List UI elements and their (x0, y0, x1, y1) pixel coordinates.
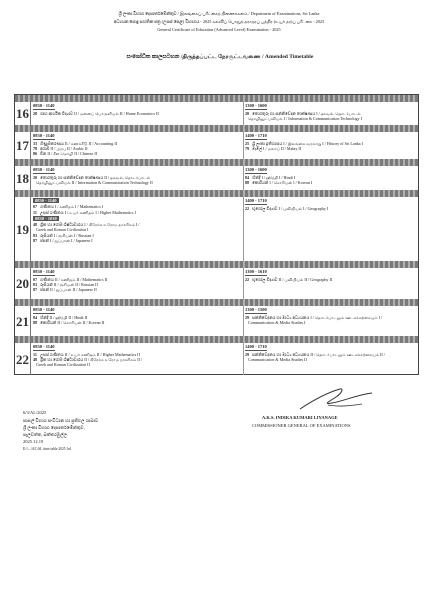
subject-name: ජපන් II / ஜப்பான் II / Japanese II (40, 287, 97, 293)
row-separator-band (15, 261, 418, 268)
reference-number: 6/3/AL/2025 (23, 410, 47, 415)
subject-line (245, 206, 328, 211)
subject-code: 48 (33, 357, 38, 363)
afternoon-session (245, 269, 332, 282)
subject-name: රුසියන් II / ரூசியன் II / Russian II (40, 282, 98, 288)
footer-date: 2025.12.19 (23, 439, 44, 444)
subject-line (245, 277, 332, 282)
subject-name: උසස් ගණිතය I / உயர் கணிதம் I / Higher Mathematics I (39, 209, 136, 215)
subject-name: චීන II / சீன மொழி II / Chinese II (40, 151, 98, 157)
morning-session (33, 103, 159, 116)
session-divider (243, 343, 244, 375)
subject-code: 83 (33, 282, 38, 288)
session-time: 1400 - 1710 (245, 133, 267, 138)
subject-name: தொழினுட்பவியல் I / Information & Communication Technology I (248, 116, 362, 122)
subject-line (245, 320, 382, 325)
subject-name: Greek and Roman Civilization II (36, 362, 90, 368)
subject-name: සන්නිවේදනය හා මාධ්‍ය අධ්‍යයනය II / தொடர்பாடலும் ஊடகக்கற்கையும் II / (252, 351, 385, 357)
subject-name: Communication & Media Studies I (248, 320, 306, 326)
session-divider (243, 132, 244, 159)
day-number: 18 (16, 170, 29, 186)
timetable-row (15, 261, 418, 299)
session-time: 0830 - 1140 (35, 198, 57, 203)
afternoon-session (245, 344, 385, 362)
header-line-exam-local: අධ්‍යයන පොදු සහතික පත්‍ර (උසස් පෙළ) විභාගය - 2025 கல்விப் பொதுத் தராதரப் பத்திர (உயர் தர)ப் பரீட்சை - 2025 (113, 19, 325, 24)
row-separator-band (15, 190, 418, 197)
subject-line (33, 320, 104, 325)
subject-code: 83 (33, 232, 38, 238)
session-divider (243, 268, 244, 299)
subject-line (245, 357, 385, 362)
timetable-row (15, 336, 418, 375)
session-time: 1400 - 1710 (245, 344, 267, 349)
day-number: 17 (16, 138, 29, 153)
session-divider (243, 306, 244, 336)
session-time: 1300 - 1600 (245, 103, 267, 108)
subject-code: 88 (245, 180, 250, 186)
day-column-divider (30, 197, 31, 261)
footer-file-path: E:\\...\AL\AL time table 2025 .hd (23, 447, 71, 451)
day-number: 21 (16, 313, 29, 329)
subject-name: සන්නිවේදනය හා මාධ්‍ය අධ්‍යයනය I / தொடர்பாடலும் ஊடகக்கற்கையும் I / (252, 314, 383, 320)
subject-code: 48 (33, 222, 38, 228)
subject-code: 88 (33, 320, 38, 326)
subject-code: 07 (33, 204, 38, 210)
subject-name: ශ්‍රී ලංකා ඉතිහාසය I / இலங்கை வரலாறு I / History of Sri Lanka I (252, 140, 364, 146)
morning-session (33, 269, 107, 293)
subject-name: කොරියන් II / கொரியன் II / Korean II (40, 320, 105, 326)
timetable-row (15, 125, 418, 159)
subject-name: කොරියන් I / கொரியன் I / Korean I (252, 180, 313, 186)
row-separator-band (15, 336, 418, 343)
timetable (14, 94, 419, 375)
day-column-divider (30, 268, 31, 299)
subject-line (33, 210, 139, 215)
session-divider (243, 166, 244, 190)
subject-line (33, 151, 117, 156)
subject-line (245, 146, 363, 151)
day-column-divider (30, 306, 31, 336)
subject-name: උසස් ගණිතය II / உயர் கணிதம் II / Higher Mathematics II (39, 351, 140, 357)
day-column-divider (30, 102, 31, 125)
footer-address-3: පැලවත්ත, බත්තරමුල්ල. (23, 432, 68, 437)
afternoon-session (245, 198, 328, 211)
subject-line (33, 111, 159, 116)
subject-code: 20 (245, 110, 250, 116)
session-time-secondary: 0830 - 1030 (35, 215, 57, 221)
session-divider (243, 102, 244, 125)
subject-name: රුසියන් I / ரூசியன் I / Russian I (40, 232, 94, 238)
session-time: 0830 - 1140 (33, 103, 55, 108)
subject-line (33, 287, 107, 292)
subject-name: හින්දි I / ஹிந்தி I / Hindi I (252, 174, 296, 180)
subject-name: Greek and Roman Civilization I (36, 227, 89, 233)
subject-code: 20 (33, 174, 38, 180)
subject-name: தொழினுட்பவியல் II / Information & Communication Technology II (36, 180, 153, 186)
subject-code: 84 (33, 314, 38, 320)
footer-address-2: ශ්‍රී ලංකා විභාග දෙපාර්තමේන්තුව, (23, 425, 85, 430)
subject-name: හින්දි II / ஹிந்தி II / Hindi II (40, 314, 88, 320)
subject-line (33, 180, 153, 185)
subject-line (33, 362, 142, 367)
morning-session (33, 133, 117, 157)
session-time: 0830 - 1140 (33, 307, 55, 312)
row-separator-band (15, 299, 418, 306)
header-line-department: ශ්‍රී ලංකා විභාග දෙපාර්තමේන්තුව / இலங்கைப் பரீட்சைத் திணைக்களம் / Department of Examinations, Sri Lanka (118, 11, 320, 16)
afternoon-session (245, 103, 362, 121)
subject-name: ගෘහ ආර්ථික විද්‍යාව II / மனைப் பொருளியல் II / Home Economics II (40, 110, 159, 116)
signature-image (292, 383, 382, 413)
subject-name: Communication & Media Studies II (248, 357, 307, 363)
afternoon-session (245, 307, 382, 325)
subject-code: 07 (33, 276, 38, 282)
subject-code: 86 (33, 151, 38, 157)
subject-name: භූගෝල විද්‍යාව I / புவியியல் I / Geography I (252, 205, 329, 211)
subject-name: තොරතුරු හා සන්නිවේදන තාක්ෂණය I / தகவல், தொடர்பாடல் (252, 110, 361, 116)
timetable-row (15, 95, 418, 125)
subject-code: 87 (33, 238, 38, 244)
subject-name: අරාබි II / அரபு II / Arabic II (40, 146, 88, 152)
session-time: 0830 - 1140 (33, 344, 55, 349)
day-column-divider (30, 343, 31, 375)
subject-name: ග්‍රීක හා රෝම ශිෂ්ටාචාරය II / கிரேக்க உரோம நாகரிகம் II / (40, 357, 143, 363)
subject-name: ගිණුම්කරණය II / கணக்கீடு II / Accounting II (40, 140, 118, 146)
footer-address-1: පාසල් විභාග සංවිධාන හා ප්‍රතිඵල ශාඛාව (23, 418, 99, 423)
day-column-divider (30, 132, 31, 159)
morning-session (33, 167, 153, 185)
header-line-exam-english: General Certificate of Education (Advanced Level) Examination - 2025 (157, 27, 281, 32)
subject-code: 33 (33, 140, 38, 146)
subject-code: 11 (33, 209, 37, 215)
timetable-row (15, 190, 418, 261)
subject-code: 79 (245, 146, 250, 152)
subject-code: 22 (245, 205, 250, 211)
session-time: 0830 - 1140 (33, 167, 55, 172)
timetable-row (15, 159, 418, 190)
session-time: 0830 - 1140 (33, 269, 55, 274)
row-separator-band (15, 95, 418, 102)
timetable-row (15, 299, 418, 336)
session-time: 1400 - 1710 (245, 198, 267, 203)
morning-session (33, 344, 142, 368)
subject-name: ගණිතය I / கணிதம் I / Mathematics I (40, 204, 104, 210)
subject-name: ජපන් I / ஜப்பான் I / Japanese I (40, 238, 93, 244)
subject-line (245, 116, 362, 121)
row-separator-band (15, 125, 418, 132)
session-time: 1300 - 1610 (245, 269, 267, 274)
session-time: 0830 - 1140 (33, 133, 55, 138)
subject-name: භූගෝල විද්‍යාව II / புவியியல் II / Geography II (252, 276, 333, 282)
signatory-designation: COMMISSIONER GENERAL OF EXAMINATIONS (252, 423, 351, 428)
session-divider (243, 197, 244, 261)
row-separator-band (15, 159, 418, 166)
page-title: සංශෝධිත කාලසටහන /திருத்தப்பட்ட நேரசூட்டவணை / Amended Timetable (126, 54, 314, 60)
subject-name: මැලේ I / மலாய் II / Malay II (252, 146, 302, 152)
subject-code: 29 (245, 314, 250, 320)
session-time: 1300 - 1600 (245, 167, 267, 172)
subject-code: 11 (33, 351, 37, 357)
day-number: 16 (16, 106, 29, 121)
subject-code: 84 (245, 174, 250, 180)
subject-line (245, 180, 312, 185)
subject-code: 28 (33, 110, 38, 116)
subject-code: 87 (33, 287, 38, 293)
subject-code: 22 (245, 276, 250, 282)
subject-code: 78 (33, 146, 38, 152)
afternoon-session (245, 133, 363, 151)
afternoon-session (245, 167, 312, 185)
day-column-divider (30, 166, 31, 190)
day-number: 22 (16, 351, 29, 367)
subject-line (33, 238, 139, 243)
subject-name: ග්‍රීක හා රෝම ශිෂ්ටාචාරය I / கிரேக்க உரோம நாகரிகம் I / (40, 222, 140, 228)
day-number: 20 (16, 276, 29, 291)
signatory-name: A.K.S. INDIKA KUMARI LIYANAGE (262, 415, 338, 420)
day-number: 19 (16, 221, 29, 237)
subject-code: 25 (245, 140, 250, 146)
morning-session (33, 198, 139, 243)
subject-code: 29 (245, 351, 250, 357)
session-time: 1300 - 1500 (245, 307, 267, 312)
subject-name: ගණිතය II / கணிதம் II / Mathematics II (40, 276, 108, 282)
morning-session (33, 307, 104, 325)
subject-name: තොරතුරු හා සන්නිවේදන තාක්ෂණය II / தகவல், தொடர்பாடல் (40, 174, 150, 180)
